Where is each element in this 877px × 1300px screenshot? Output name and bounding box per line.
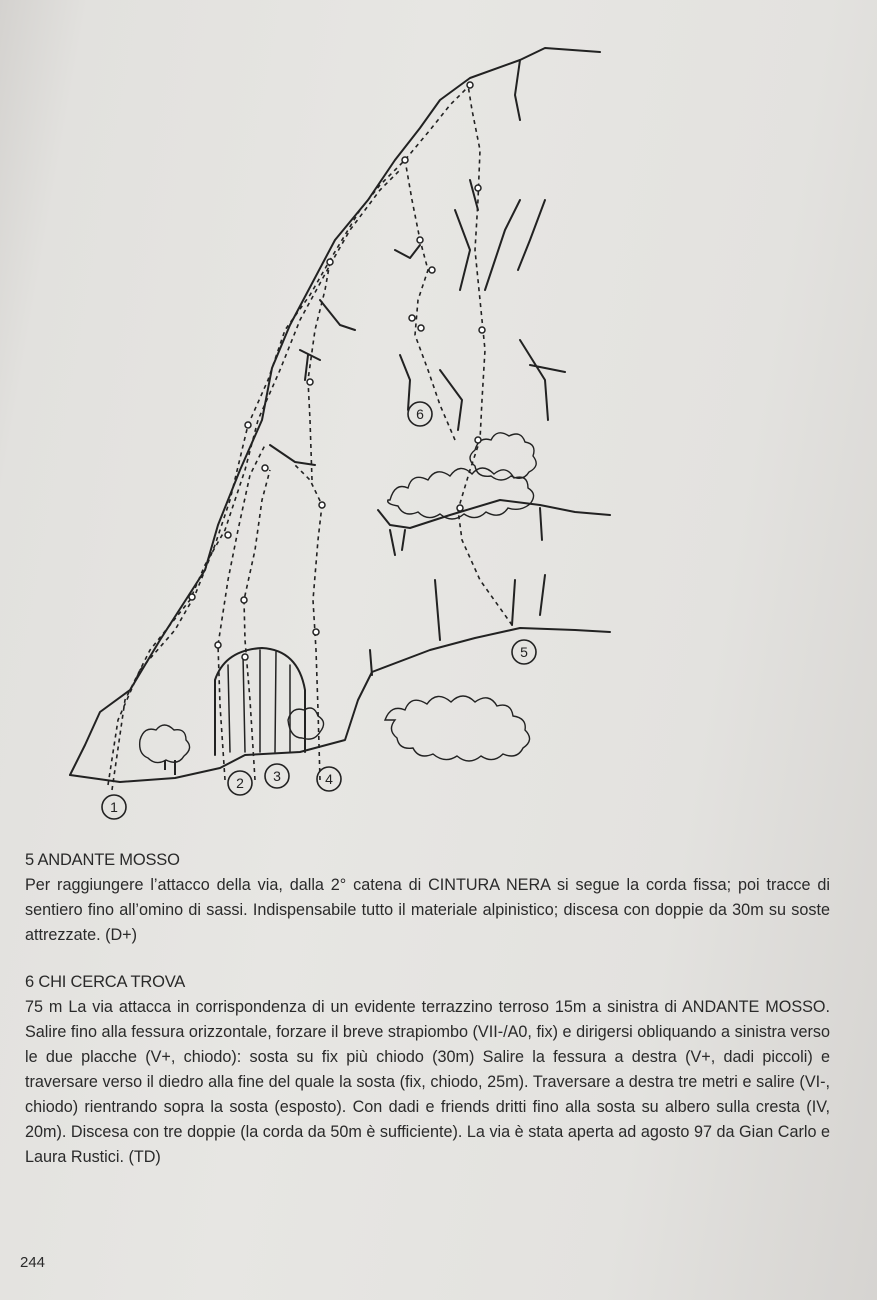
route-marker-4-label: 4 [325,771,333,787]
route-6-description: 75 m La via attacca in corrispondenza di un evidente terrazzino terroso 15m a sinistra di ANDANTE MOSSO. Salire fino alla fessura orizzontale, forzare il breve strapiombo (VII-/A0, fix) e dirigersi obliquando a sinistra verso le due placche (V+, chiodo): sosta su fix più chiodo (30m) Salire la fessura a destra (V+, dadi piccoli) e traversare verso il diedro alla fine del quale la sosta (fix, chiodo, 25m). Traversare a destra tre metri e salire (VI-, chiodo) rientrando sopra la sosta (esposto). Con dadi e friends dritti fino alla sosta su albero sulla cresta (IV, 20m). Discesa con tre doppie (la corda da 50m è sufficiente). La via è stata aperta ad agosto 97 da Gian Carlo e Laura Rustici. (TD) [25,998,830,1166]
route-marker-2 [228,771,252,795]
bush-ground [385,696,530,761]
route-5-description: Per raggiungere l’attacco della via, dalla 2° catena di CINTURA NERA si segue la corda fissa; poi tracce di sentiero fino all’omino di sassi. Indispensabile tutto il materiale alpinistico; discesa con doppie da 30m su soste attrezzate. (D+) [25,876,830,944]
route-line-1 [108,85,470,785]
page-number: 244 [20,1254,46,1271]
route-line-1b [112,170,400,790]
route-marker-6 [408,402,432,426]
route-marker-5 [512,640,536,664]
route-marker-1-label: 1 [110,799,118,815]
rock-face-outline [70,48,600,775]
ground-line [70,628,610,782]
route-line-2 [218,445,265,780]
route-marker-3 [265,764,289,788]
route-marker-5-label: 5 [520,644,528,660]
route-5-title: 5 ANDANTE MOSSO [25,851,180,869]
route-marker-3-label: 3 [273,768,281,784]
route-6-section [25,970,830,1170]
route-marker-2-label: 2 [236,775,244,791]
route-6-title: 6 CHI CERCA TROVA [25,973,186,991]
route-line-5 [458,85,512,625]
route-line-4b [308,262,330,480]
route-marker-1 [102,795,126,819]
route-line-6 [405,160,455,440]
route-marker-6-label: 6 [416,406,424,422]
route-5-section [25,848,830,948]
route-line-3 [244,470,270,780]
route-line-4 [295,465,322,780]
tree-left [140,725,190,763]
